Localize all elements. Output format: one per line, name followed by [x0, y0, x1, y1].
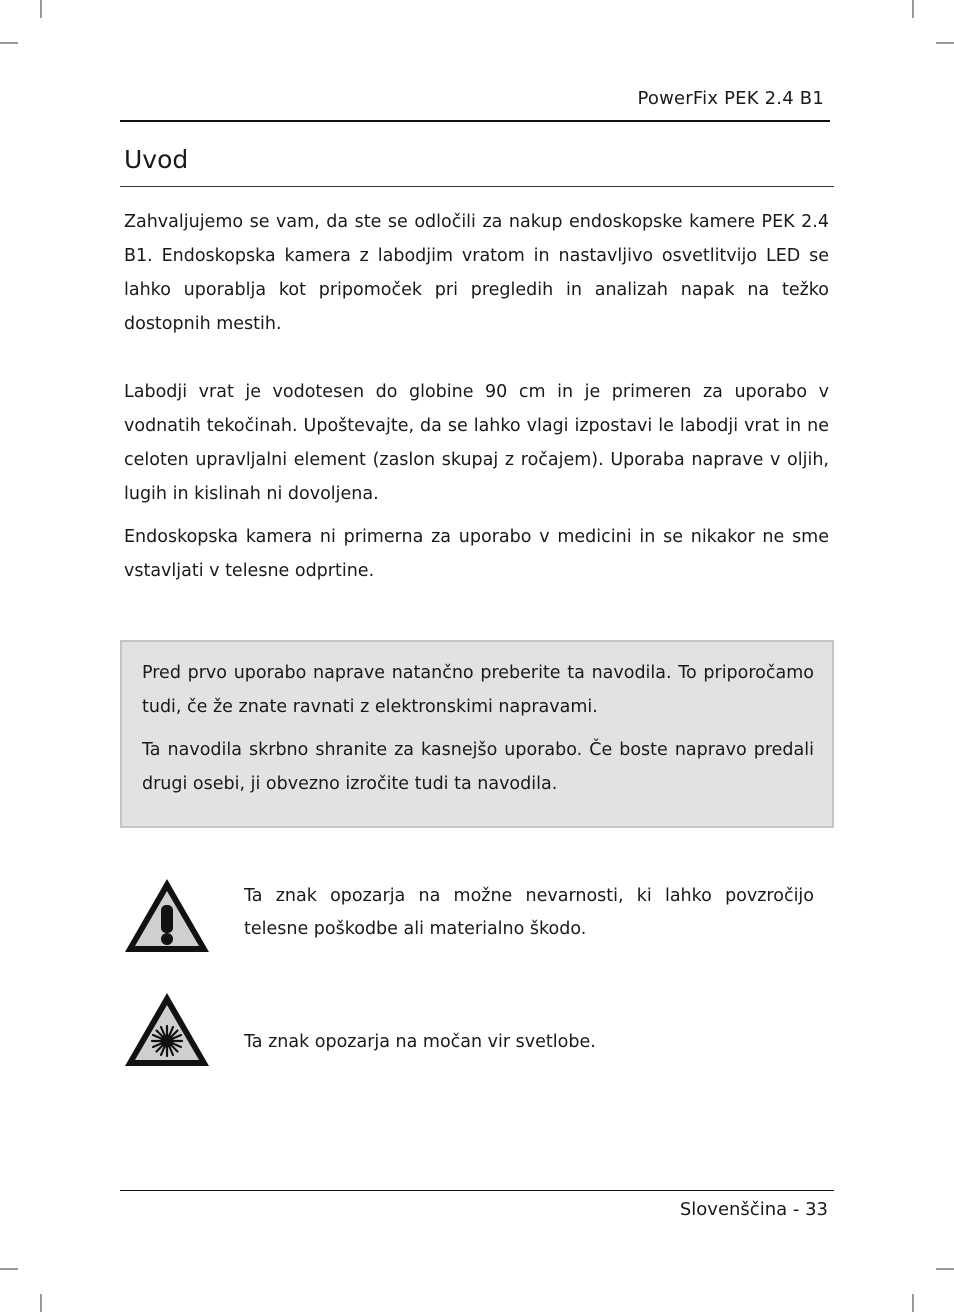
running-header: PowerFix PEK 2.4 B1	[637, 88, 824, 109]
footer-rule	[120, 1190, 834, 1191]
page-footer: Slovenščina - 33	[679, 1199, 828, 1220]
crop-mark	[912, 1294, 914, 1312]
crop-mark	[0, 1268, 18, 1270]
section-title: Uvod	[124, 145, 189, 174]
medical-paragraph: Endoskopska kamera ni primerna za uporabo v medicini in se nikakor ne sme vstavljati v telesne odprtine.	[124, 527, 829, 581]
note-paragraph: Ta navodila skrbno shranite za kasnejšo uporabo. Če boste napravo predali drugi osebi, ji obvezno izročite tudi ta navodila.	[142, 740, 814, 794]
light-source-warning-icon	[122, 990, 212, 1070]
exclamation-warning-icon	[122, 876, 212, 956]
note-paragraph: Pred prvo uporabo naprave natančno preberite ta navodila. To priporočamo tudi, če že znate ravnati z elektronskimi napravami.	[142, 663, 814, 717]
title-rule	[120, 186, 834, 187]
intro-paragraph: Zahvaljujemo se vam, da ste se odločili za nakup endoskopske kamere PEK 2.4 B1. Endoskopska kamera z labodjim vratom in nastavljivo osvetlitvijo LED se lahko uporablja kot pripomoček pri pregledih in analizah napak na težko dostopnih mestih.	[124, 212, 829, 334]
note-box	[120, 640, 834, 828]
crop-mark	[912, 0, 914, 18]
crop-mark	[0, 42, 18, 44]
waterproof-paragraph: Labodji vrat je vodotesen do globine 90 cm in je primeren za uporabo v vodnatih tekočinah. Upoštevajte, da se lahko vlagi izpostavi le labodji vrat in ne celoten upravljalni element (zaslon skupaj z ročajem). Uporaba naprave v oljih, lugih in kislinah ni dovoljena.	[124, 382, 829, 504]
warning-text: Ta znak opozarja na možne nevarnosti, ki lahko povzročijo telesne poškodbe ali materialno škodo.	[244, 886, 814, 939]
crop-mark	[40, 0, 42, 18]
warning-text: Ta znak opozarja na močan vir svetlobe.	[244, 1032, 596, 1052]
crop-mark	[40, 1294, 42, 1312]
crop-mark	[936, 1268, 954, 1270]
header-rule	[120, 120, 830, 122]
crop-mark	[936, 42, 954, 44]
